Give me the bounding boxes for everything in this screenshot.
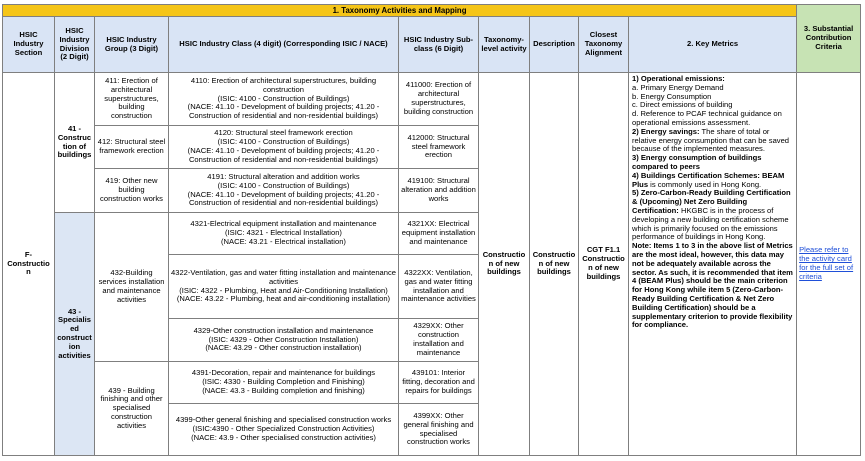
metric-1d: d. Reference to PCAF technical guidance on operational emissions assessment. [632,109,782,128]
metric-2-title: 2) Energy savings: [632,126,700,136]
class-4399-nace: (NACE: 43.9 - Other specialised construction activities) [191,432,376,442]
class-4191-isic: (ISIC: 4100 - Construction of Buildings) [217,180,350,190]
class-4120-isic: (ISIC: 4100 - Construction of Buildings) [217,137,350,147]
class-4391 [169,362,399,404]
class-4110-isic: (ISIC: 4100 - Construction of Buildings) [217,93,350,103]
metric-5-title: 5) Zero-Carbon-Ready Building Certification & (Upcoming) Net Zero Building Certification: [632,188,791,215]
subclass-412000: 412000: Structural steel framework erection [399,126,479,169]
description-cell: Construction of new buildings [530,73,579,456]
class-4191-title: 4191: Structural alteration and addition works [207,171,360,181]
class-4329-nace: (NACE: 43.29 - Other construction installation) [205,343,362,353]
class-4399 [169,404,399,456]
subclass-4399xx: 4399XX: Other general finishing and specialised construction works [399,404,479,456]
header-subclass: HSIC Industry Sub-class (6 Digit) [399,17,479,73]
class-4120-nace: (NACE: 41.10 - Development of building projects; 41.20 - Construction of residential and non-residential buildings) [187,146,380,164]
criteria-link[interactable]: Please refer to the activity card for the full set of criteria [797,73,861,456]
class-4120-title: 4120: Structural steel framework erection [214,128,353,138]
metric-4-bold: BEAM Plus [632,170,785,189]
key-metrics-cell [629,73,797,456]
class-4191-nace: (NACE: 41.10 - Development of building projects; 41.20 - Construction of residential and non-residential buildings) [187,189,380,208]
class-4321-title: 4321-Electrical equipment installation and maintenance [190,219,377,229]
header-group: HSIC Industry Group (3 Digit) [95,17,169,73]
class-4322-title: 4322-Ventilation, gas and water fitting installation and maintenance activities [171,267,397,286]
class-4110 [169,73,399,126]
metrics-note: Note: Items 1 to 3 in the above list of Metrics are the most ideal, however, this data may not be adequately available across the sector. As such, it is recommended that item 4 (BEAM Plus) should be the main criterion for Hong Kong while item 5 (Zero-Carbon-Ready Building Certification & Net Zero Building Certification) should be a supplementary criterion to provide flexibility for compliance. [632,241,793,330]
subclass-419100: 419100: Structural alteration and addition works [399,169,479,213]
class-4391-title: 4391-Decoration, repair and maintenance for buildings [191,368,376,378]
class-4110-nace: (NACE: 41.10 - Development of building projects; 41.20 - Construction of residential and non-residential buildings) [187,102,380,121]
class-4322-nace: (NACE: 43.22 - Plumbing, heat and air-conditioning installation) [176,294,391,304]
subclass-439101: 439101: Interior fitting, decoration and repairs for buildings [399,362,479,404]
class-4321-nace: (NACE: 43.21 - Electrical installation) [221,236,346,246]
header-alignment: Closest Taxonomy Alignment [579,17,629,73]
group-419: 419: Other new building construction works [95,169,169,213]
class-4120 [169,126,399,169]
class-4321 [169,213,399,255]
header-division: HSIC Industry Division (2 Digit) [55,17,95,73]
class-4110-title: 4110: Erection of architectural superstructures, building construction [190,76,377,94]
header-criteria: 3. Substantial Contribution Criteria [797,5,861,73]
subclass-4321xx: 4321XX: Electrical equipment installation and maintenance [399,213,479,255]
division-41: 41 - Construction of buildings [55,73,95,213]
metric-4-text: is commonly used in Hong Kong. [648,179,762,189]
metric-1a: a. Primary Energy Demand [632,82,724,92]
class-4399-isic: (ISIC:4390 - Other Specialized Construction Activities) [192,424,375,434]
metric-3-title: 3) Energy consumption of buildings compared to peers [632,153,762,171]
class-4322 [169,255,399,319]
section-band-title: 1. Taxonomy Activities and Mapping [3,5,797,17]
class-4391-isic: (ISIC: 4330 - Building Completion and Finishing) [202,377,365,387]
taxonomy-table [2,4,861,456]
class-4391-nace: (NACE: 43.3 - Building completion and finishing) [202,385,365,395]
metric-1c: c. Direct emissions of building [632,100,733,110]
group-412: 412: Structural steel framework erection [95,126,169,169]
alignment-cell: CGT F1.1 Construction of new buildings [579,73,629,456]
class-4329 [169,319,399,362]
class-4191 [169,169,399,213]
subclass-411000: 411000: Erection of architectural superstructures, building construction [399,73,479,126]
header-section: HSIC Industry Section [3,17,55,73]
class-4329-title: 4329-Other construction installation and maintenance [193,325,374,335]
class-4329-isic: (ISIC: 4329 - Other Construction Installation) [208,334,359,344]
class-4321-isic: (ISIC: 4321 - Electrical Installation) [225,228,342,238]
header-metrics: 2. Key Metrics [629,17,797,73]
metric-1-title: 1) Operational emissions: [632,74,725,84]
subclass-4329xx: 4329XX: Other construction installation and maintenance [399,319,479,362]
subclass-4322xx: 4322XX: Ventilation, gas and water fitting installation and maintenance activities [399,255,479,319]
group-439: 439 - Building finishing and other specialised construction activities [95,362,169,456]
section-cell: F-Construction [3,73,55,456]
class-4322-isic: (ISIC: 4322 - Plumbing, Heat and Air-Conditioning Installation) [179,285,388,295]
header-description: Description [530,17,579,73]
metric-1b: b. Energy Consumption [632,91,712,101]
header-activity: Taxonomy-level activity [479,17,530,73]
division-43: 43 - Specialised construction activities [55,213,95,456]
metric-4-title: 4) Buildings Certification Schemes: [632,170,760,180]
header-class: HSIC Industry Class (4 digit) (Corresponding ISIC / NACE) [169,17,399,73]
class-4399-title: 4399-Other general finishing and specialised construction works [175,415,392,425]
metric-5-text: HKGBC is in the process of developing a new building certification scheme which is primarily focused on the emissions performance of buildings in Hong Kong. [632,205,789,242]
group-411: 411: Erection of architectural superstructures, building construction [95,73,169,126]
group-432: 432-Building services installation and maintenance activities [95,213,169,362]
activity-cell: Construction of new buildings [479,73,530,456]
metric-2-text: The share of total or relative energy consumption that can be saved because of the implemented measures. [632,126,790,154]
